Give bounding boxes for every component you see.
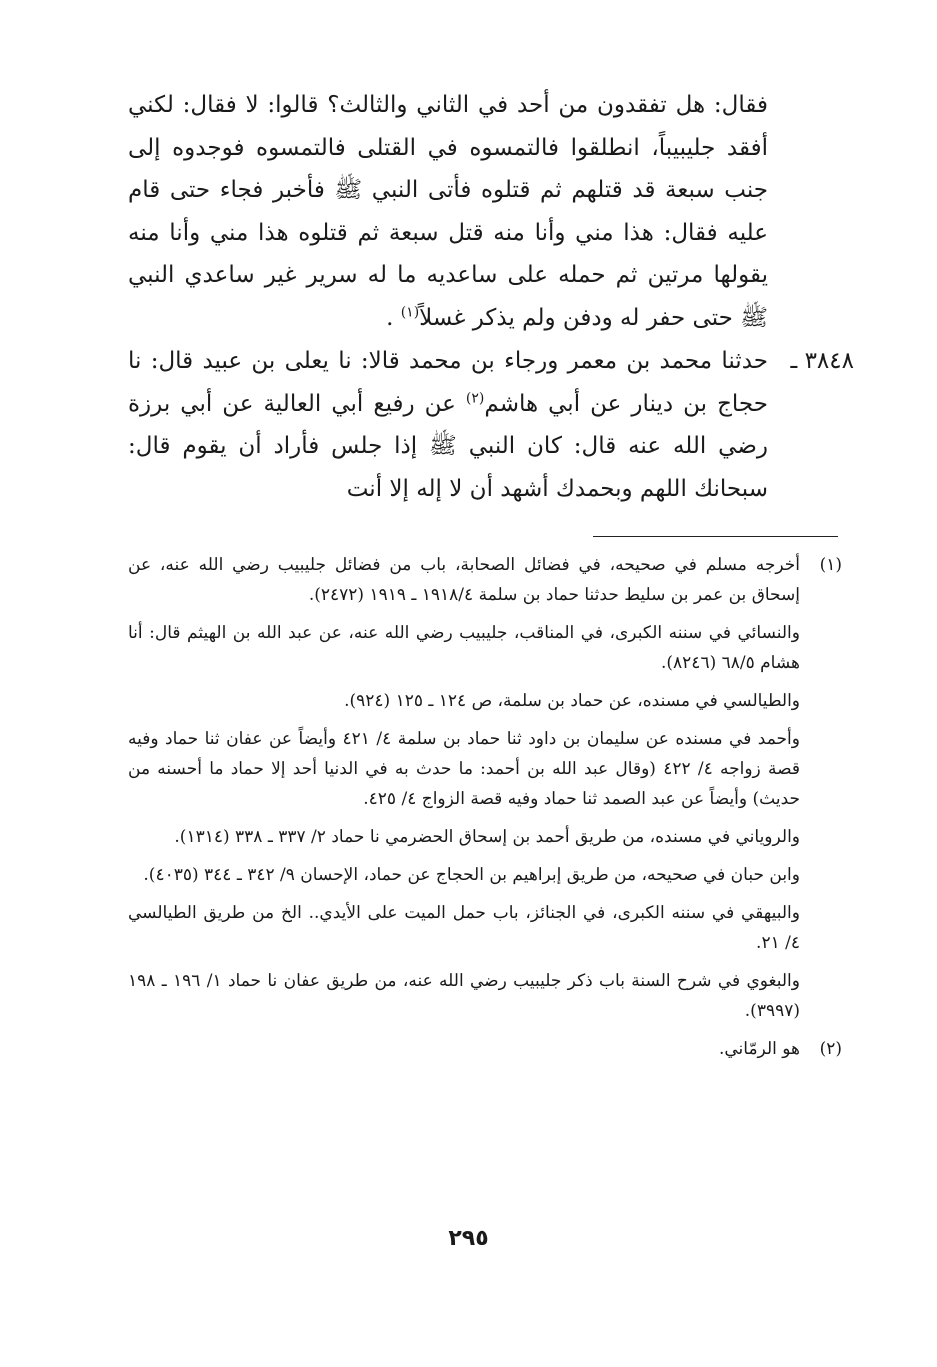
footnote-line: والبيهقي في سننه الكبرى، في الجنائز، باب حمل الميت على الأيدي.. الخ من طريق الطيالسي ٤/ ٢١. (128, 903, 800, 953)
footnote-line: وابن حبان في صحيحه، من طريق إبراهيم بن الحجاج عن حماد، الإحسان ٩/ ٣٤٢ ـ ٣٤٤ (٤٠٣٥). (143, 865, 800, 885)
footnotes-section (128, 550, 842, 1072)
hadith-number: ٣٨٤٨ ـ (790, 348, 854, 374)
footnote-ref-2[interactable]: (٢) (465, 389, 485, 406)
continuation-paragraph (128, 84, 768, 339)
footnote-1 (128, 550, 842, 610)
footnote-line: والنسائي في سننه الكبرى، في المناقب، جليبيب رضي الله عنه، عن عبد الله بن الهيثم قال: أنا هشام ٦٨/٥ (٨٢٤٦). (128, 623, 800, 673)
page-number: ٢٩٥ (448, 1226, 489, 1251)
hadith-text-part2: عن رفيع أبي العالية عن أبي برزة رضي الله عنه قال: كان النبي ﷺ إذا جلس فأراد أن يقوم قال: سبحانك اللهم وبحمدك أشهد أن لا إله إلا أنت (128, 390, 768, 502)
footnote-marker: (١) (819, 555, 842, 575)
footnote-text: هو الرمّاني. (718, 1039, 800, 1059)
hadith-3848 (128, 340, 854, 510)
main-text-block (128, 84, 768, 339)
footnote-ref-1[interactable]: (١) (400, 303, 420, 320)
footnote-line: والطيالسي في مسنده، عن حماد بن سلمة، ص ١٢٤ ـ ١٢٥ (٩٢٤). (344, 691, 800, 711)
footnote-line: والروياني في مسنده، من طريق أحمد بن إسحاق الحضرمي نا حماد ٢/ ٣٣٧ ـ ٣٣٨ (١٣١٤). (174, 827, 800, 847)
hadith-text (128, 340, 768, 510)
continuation-end: . (386, 304, 394, 331)
footnote-divider (593, 536, 838, 537)
footnote-marker: (٢) (819, 1039, 842, 1059)
footnote-line: وأحمد في مسنده عن سليمان بن داود ثنا حماد بن سلمة ٤/ ٤٢١ وأيضاً عن عفان ثنا حماد وفيه قصة زواجه ٤/ ٤٢٢ (وقال عبد الله بن أحمد: ما حدث به في الدنيا أحد إلا حماد ما أحسنه من حديث) وأيضاً عن عبد الصمد ثنا حماد وفيه قصة الزواج ٤/ ٤٢٥. (128, 729, 800, 809)
hadith-text-part1: حدثنا محمد بن معمر ورجاء بن محمد قالا: نا يعلى بن عبيد قال: نا حجاج بن دينار عن أبي هاشم (128, 348, 768, 417)
footnote-line: أخرجه مسلم في صحيحه، في فضائل الصحابة، باب من فضائل جليبيب رضي الله عنه، عن إسحاق بن عمر بن سليط حدثنا حماد بن سلمة ١٩١٨/٤ ـ ١٩١٩ (٢٤٧٢). (128, 555, 800, 605)
continuation-text: فقال: هل تفقدون من أحد في الثاني والثالث؟ قالوا: لا فقال: لكني أفقد جليبيباً، انطلقوا فالتمسوه في القتلى فالتمسوه فوجدوه إلى جنب سبعة قد قتلهم ثم قتلوه فأتى النبي ﷺ فأخبر فجاء حتى قام عليه فقال: هذا مني وأنا منه قتل سبعة ثم قتلوه هذا مني وأنا منه يقولها مرتين ثم حمله على ساعديه ما له سرير غير ساعدي النبي ﷺ حتى حفر له ودفن ولم يذكر غسلاً (128, 92, 768, 331)
footnote-line: والبغوي في شرح السنة باب ذكر جليبيب رضي الله عنه، من طريق عفان نا حماد ١/ ١٩٦ ـ ١٩٨ (٣٩٩٧). (128, 971, 800, 1021)
footnote-2 (128, 1034, 842, 1064)
